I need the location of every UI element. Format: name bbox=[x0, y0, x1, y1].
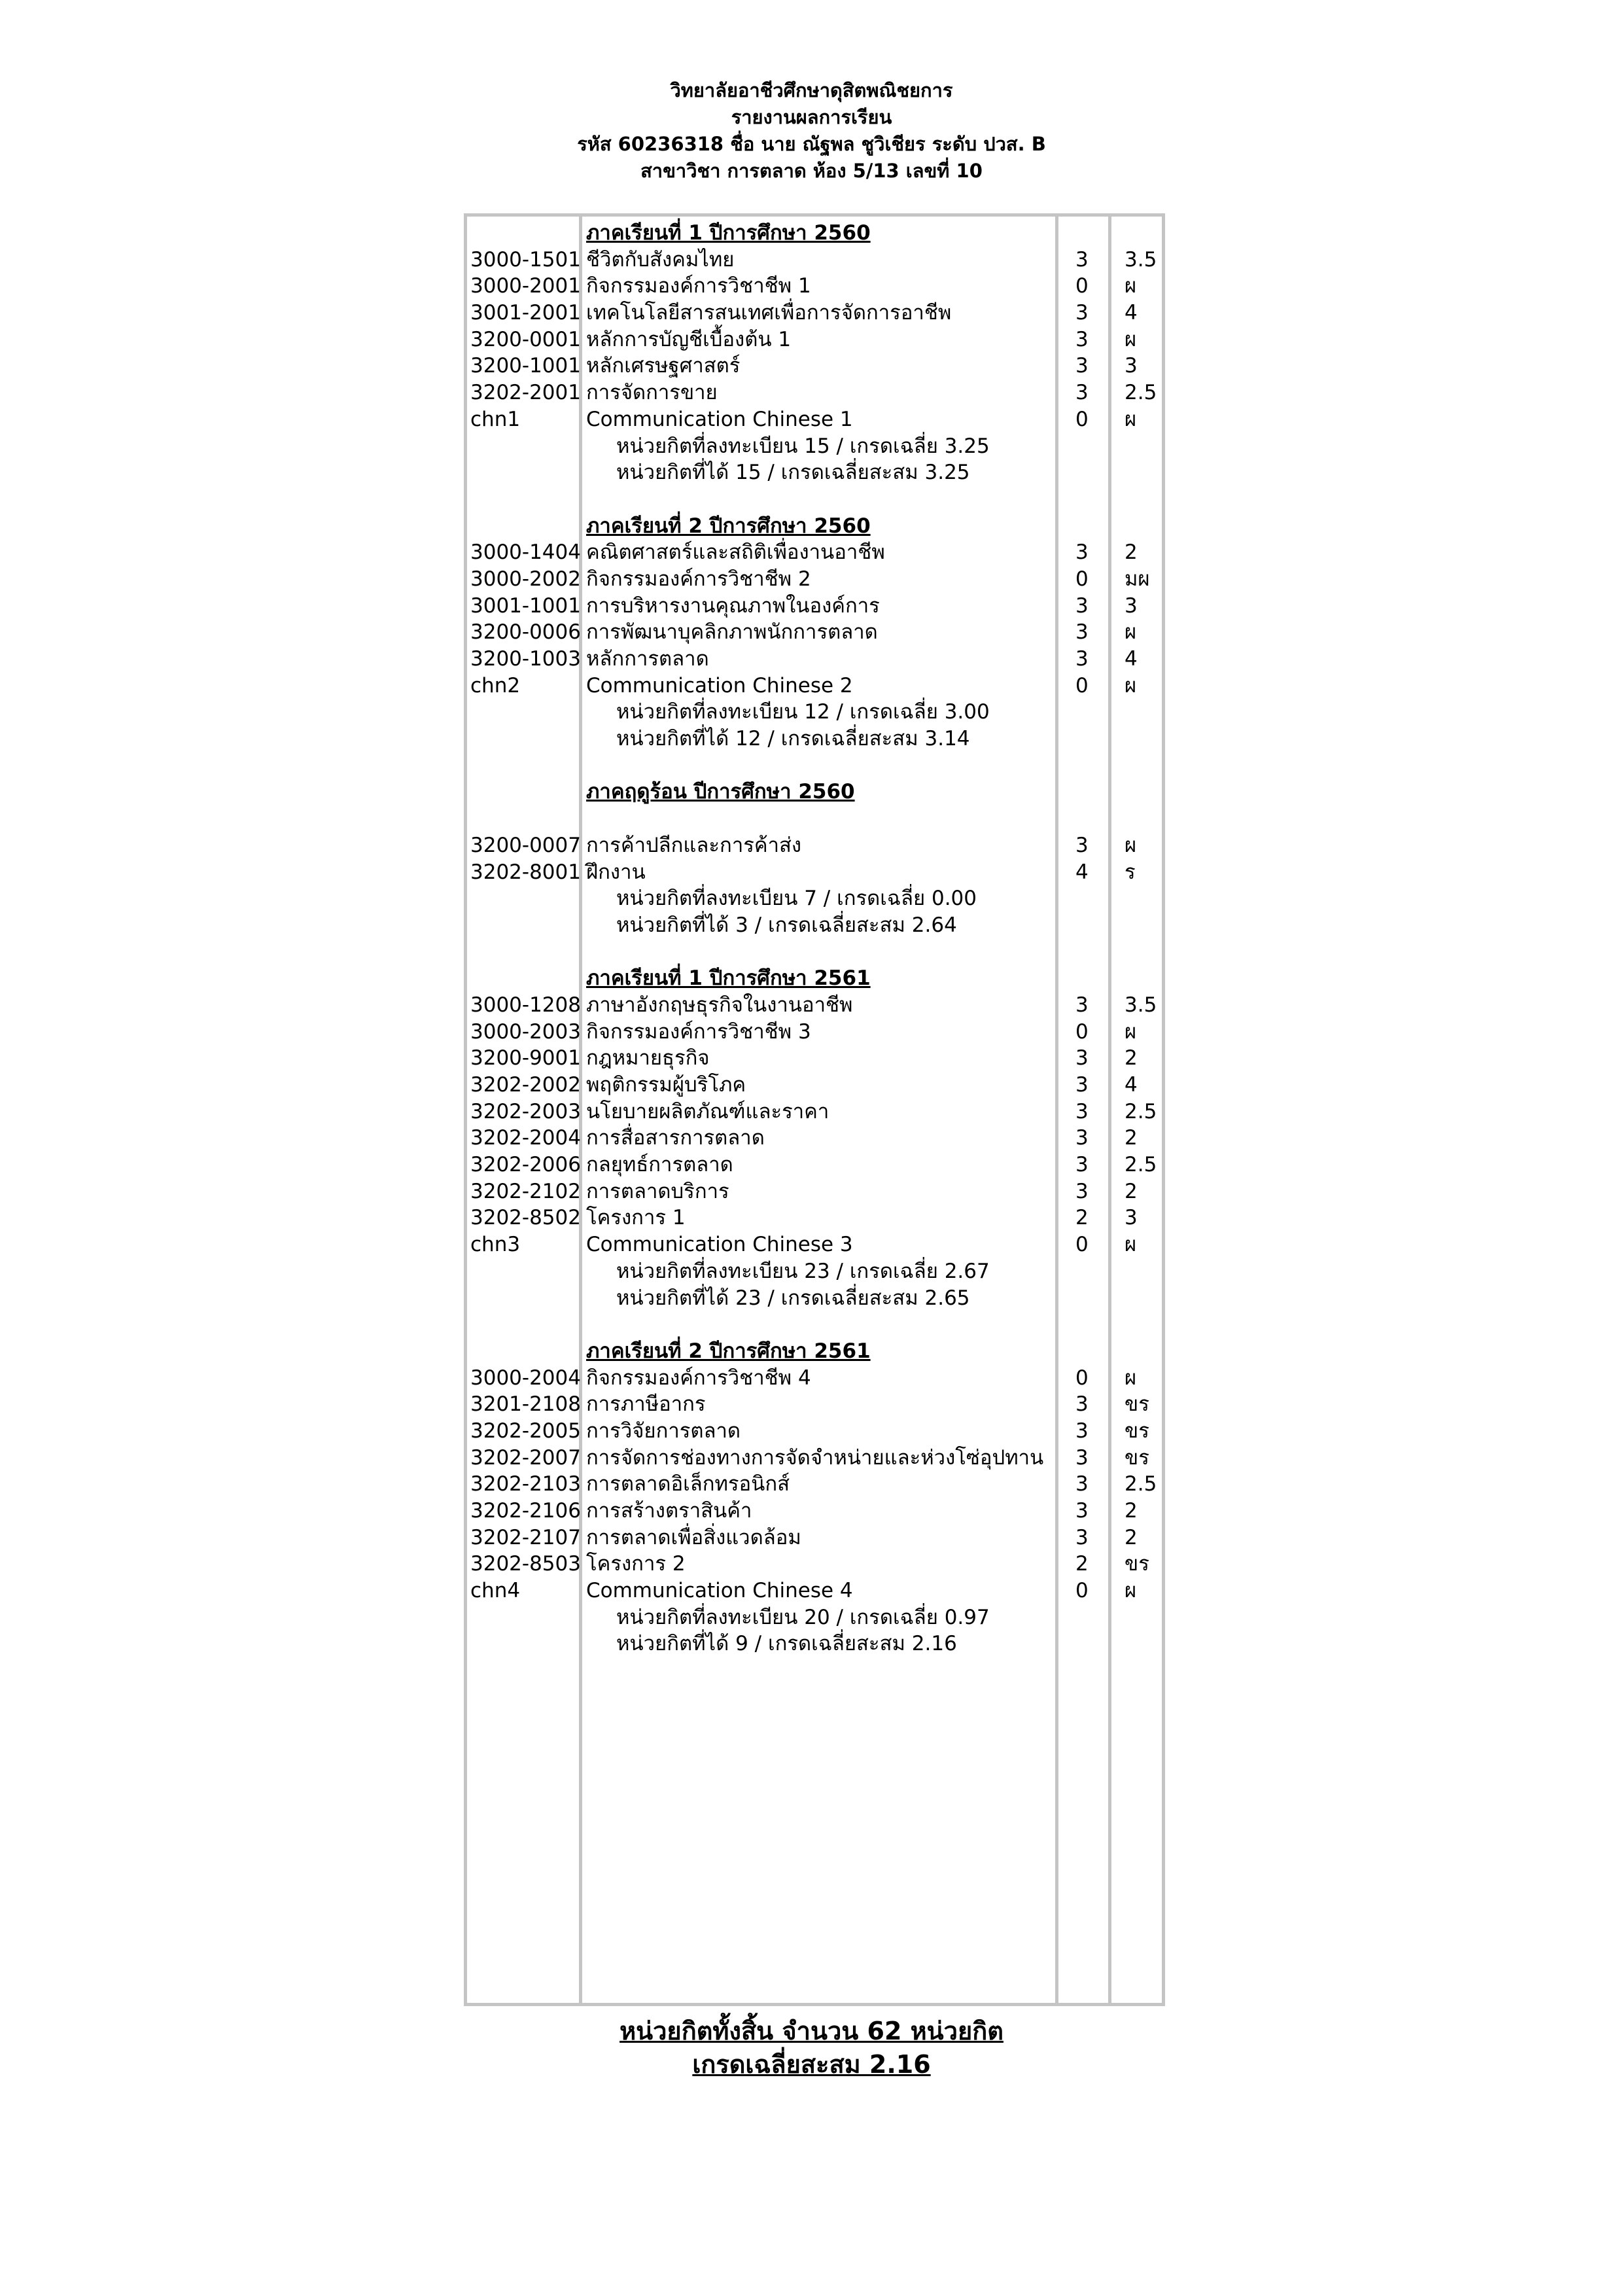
term-title: ภาคเรียนที่ 1 ปีการศึกษา 2561 bbox=[586, 966, 871, 991]
term-summary-row bbox=[464, 1631, 1165, 1657]
course-code: 3201-2108 bbox=[470, 1392, 581, 1417]
course-credit: 3 bbox=[1075, 1525, 1089, 1549]
course-grade: 4 bbox=[1125, 301, 1138, 325]
course-code: 3202-8502 bbox=[470, 1206, 581, 1230]
course-grade: 4 bbox=[1125, 1073, 1138, 1097]
course-row bbox=[464, 1498, 1165, 1525]
course-name: เทคโนโลยีสารสนเทศเพื่อการจัดการอาชีพ bbox=[586, 301, 952, 325]
course-row bbox=[464, 1045, 1165, 1072]
course-name: กิจกรรมองค์การวิชาชีพ 2 bbox=[586, 567, 811, 591]
course-row bbox=[464, 673, 1165, 699]
course-row bbox=[464, 380, 1165, 406]
term-summary-row bbox=[464, 433, 1165, 460]
table-top-border bbox=[464, 213, 1165, 217]
course-credit: 3 bbox=[1075, 1099, 1089, 1123]
course-grade: ผ bbox=[1125, 620, 1137, 645]
course-grade: 2.5 bbox=[1125, 1153, 1157, 1177]
course-grade: ผ bbox=[1125, 327, 1137, 351]
course-credit: 3 bbox=[1075, 1419, 1089, 1443]
registered-credits-summary: หน่วยกิตที่ลงทะเบียน 23 / เกรดเฉลี่ย 2.67 bbox=[616, 1259, 990, 1283]
course-credit: 0 bbox=[1075, 1019, 1089, 1044]
earned-credits-summary: หน่วยกิตที่ได้ 15 / เกรดเฉลี่ยสะสม 3.25 bbox=[616, 461, 970, 485]
course-code: 3001-1001 bbox=[470, 593, 581, 618]
term-summary-row bbox=[464, 726, 1165, 752]
course-code: chn4 bbox=[470, 1579, 521, 1603]
course-code: 3200-0001 bbox=[470, 327, 581, 351]
course-grade: 2 bbox=[1125, 1525, 1138, 1549]
course-grade: ผ bbox=[1125, 673, 1137, 698]
course-code: 3000-2001 bbox=[470, 274, 581, 298]
course-row bbox=[464, 805, 1165, 832]
course-row bbox=[464, 1072, 1165, 1099]
course-code: 3200-0006 bbox=[470, 620, 581, 645]
course-code: chn2 bbox=[470, 673, 521, 698]
course-code: 3202-2007 bbox=[470, 1445, 581, 1470]
course-credit: 3 bbox=[1075, 381, 1089, 405]
course-credit: 0 bbox=[1075, 1579, 1089, 1603]
term-title-row bbox=[464, 1338, 1165, 1365]
course-row bbox=[464, 539, 1165, 566]
term-title: ภาคเรียนที่ 1 ปีการศึกษา 2560 bbox=[586, 221, 871, 245]
term-spacer bbox=[464, 752, 1165, 779]
course-code: 3200-1003 bbox=[470, 647, 581, 671]
report-title: รายงานผลการเรียน bbox=[731, 106, 892, 128]
course-name: กิจกรรมองค์การวิชาชีพ 1 bbox=[586, 274, 811, 298]
course-row bbox=[464, 273, 1165, 300]
course-grade: ร bbox=[1125, 860, 1136, 884]
course-name: คณิตศาสตร์และสถิติเพื่องานอาชีพ bbox=[586, 540, 885, 565]
course-grade: 3.5 bbox=[1125, 993, 1157, 1017]
course-code: 3001-2001 bbox=[470, 301, 581, 325]
course-name: การภาษีอากร bbox=[586, 1392, 706, 1417]
course-name: การจัดการขาย bbox=[586, 381, 718, 405]
course-grade: ผ bbox=[1125, 1233, 1137, 1257]
term-summary-row bbox=[464, 1258, 1165, 1285]
course-grade: ขร bbox=[1125, 1392, 1149, 1417]
course-row bbox=[464, 1445, 1165, 1472]
course-name: การสื่อสารการตลาด bbox=[586, 1126, 765, 1150]
term-title-row bbox=[464, 779, 1165, 805]
course-grade: ผ bbox=[1125, 1579, 1137, 1603]
course-grade: 2 bbox=[1125, 540, 1138, 565]
course-grade: ขร bbox=[1125, 1445, 1149, 1470]
course-code: chn1 bbox=[470, 407, 521, 431]
course-credit: 3 bbox=[1075, 301, 1089, 325]
course-grade: มผ bbox=[1125, 567, 1150, 591]
major-info: สาขาวิชา การตลาด ห้อง 5/13 เลขที่ 10 bbox=[640, 160, 983, 182]
course-name: หลักการตลาด bbox=[586, 647, 709, 671]
course-row bbox=[464, 1525, 1165, 1551]
course-row bbox=[464, 1178, 1165, 1205]
course-credit: 3 bbox=[1075, 1179, 1089, 1203]
table-bottom-border bbox=[464, 2003, 1165, 2006]
course-credit: 0 bbox=[1075, 673, 1089, 698]
earned-credits-summary: หน่วยกิตที่ได้ 23 / เกรดเฉลี่ยสะสม 2.65 bbox=[616, 1286, 970, 1310]
course-row bbox=[464, 593, 1165, 620]
course-name: กิจกรรมองค์การวิชาชีพ 3 bbox=[586, 1019, 811, 1044]
course-credit: 3 bbox=[1075, 647, 1089, 671]
course-row bbox=[464, 1205, 1165, 1231]
course-credit: 2 bbox=[1075, 1206, 1089, 1230]
registered-credits-summary: หน่วยกิตที่ลงทะเบียน 7 / เกรดเฉลี่ย 0.00 bbox=[616, 887, 977, 911]
course-code: 3202-2004 bbox=[470, 1126, 581, 1150]
course-row bbox=[464, 646, 1165, 673]
course-grade: ขร bbox=[1125, 1552, 1149, 1576]
course-name: การตลาดบริการ bbox=[586, 1179, 729, 1203]
course-code: 3202-8001 bbox=[470, 860, 581, 884]
course-credit: 3 bbox=[1075, 354, 1089, 378]
course-name: กลยุทธ์การตลาด bbox=[586, 1153, 733, 1177]
course-name: การพัฒนาบุคลิกภาพนักการตลาด bbox=[586, 620, 878, 645]
term-summary-row bbox=[464, 1285, 1165, 1312]
course-code: 3000-2003 bbox=[470, 1019, 581, 1044]
course-row bbox=[464, 1578, 1165, 1604]
course-name: โครงการ 2 bbox=[586, 1552, 686, 1576]
term-title-row bbox=[464, 513, 1165, 540]
course-row bbox=[464, 1125, 1165, 1152]
term-spacer bbox=[464, 1311, 1165, 1338]
course-credit: 3 bbox=[1075, 593, 1089, 618]
course-code: 3202-2103 bbox=[470, 1472, 581, 1496]
course-credit: 3 bbox=[1075, 1153, 1089, 1177]
term-spacer bbox=[464, 939, 1165, 966]
course-name: การตลาดเพื่อสิ่งแวดล้อม bbox=[586, 1525, 801, 1549]
course-name: Communication Chinese 1 bbox=[586, 407, 853, 431]
registered-credits-summary: หน่วยกิตที่ลงทะเบียน 12 / เกรดเฉลี่ย 3.00 bbox=[616, 700, 990, 724]
course-name: ฝึกงาน bbox=[586, 860, 646, 884]
course-credit: 3 bbox=[1075, 1073, 1089, 1097]
grades-rows bbox=[464, 220, 1165, 1657]
registered-credits-summary: หน่วยกิตที่ลงทะเบียน 15 / เกรดเฉลี่ย 3.25 bbox=[616, 434, 990, 458]
course-credit: 3 bbox=[1075, 1445, 1089, 1470]
course-name: ชีวิตกับสังคมไทย bbox=[586, 247, 735, 272]
course-code: 3202-2001 bbox=[470, 381, 581, 405]
total-credits: หน่วยกิตทั้งสิ้น จำนวน 62 หน่วยกิต bbox=[620, 2017, 1003, 2045]
course-grade: 2 bbox=[1125, 1126, 1138, 1150]
transcript-footer bbox=[0, 2015, 1623, 2081]
course-grade: ขร bbox=[1125, 1419, 1149, 1443]
course-name: Communication Chinese 3 bbox=[586, 1233, 853, 1257]
course-name: กฎหมายธุรกิจ bbox=[586, 1046, 710, 1070]
grades-table bbox=[464, 213, 1165, 2006]
course-row bbox=[464, 247, 1165, 274]
course-grade: 3 bbox=[1125, 593, 1138, 618]
course-code: 3202-2003 bbox=[470, 1099, 581, 1123]
term-summary-row bbox=[464, 699, 1165, 726]
course-grade: 3.5 bbox=[1125, 247, 1157, 272]
course-grade: 4 bbox=[1125, 647, 1138, 671]
earned-credits-summary: หน่วยกิตที่ได้ 3 / เกรดเฉลี่ยสะสม 2.64 bbox=[616, 913, 957, 937]
course-code: 3000-2004 bbox=[470, 1366, 581, 1390]
course-code: 3200-1001 bbox=[470, 354, 581, 378]
course-row bbox=[464, 1551, 1165, 1578]
course-row bbox=[464, 1418, 1165, 1445]
course-grade: 2.5 bbox=[1125, 1472, 1157, 1496]
course-grade: 3 bbox=[1125, 354, 1138, 378]
course-row bbox=[464, 1152, 1165, 1178]
course-grade: 2.5 bbox=[1125, 1099, 1157, 1123]
course-code: 3202-2005 bbox=[470, 1419, 581, 1443]
course-name: พฤติกรรมผู้บริโภค bbox=[586, 1073, 746, 1097]
course-grade: ผ bbox=[1125, 1019, 1137, 1044]
course-code: 3202-2006 bbox=[470, 1153, 581, 1177]
course-grade: ผ bbox=[1125, 407, 1137, 431]
course-credit: 3 bbox=[1075, 620, 1089, 645]
course-credit: 3 bbox=[1075, 247, 1089, 272]
earned-credits-summary: หน่วยกิตที่ได้ 9 / เกรดเฉลี่ยสะสม 2.16 bbox=[616, 1632, 957, 1656]
course-code: 3000-1404 bbox=[470, 540, 581, 565]
course-grade: 2.5 bbox=[1125, 381, 1157, 405]
course-row bbox=[464, 1471, 1165, 1498]
course-row bbox=[464, 619, 1165, 646]
course-grade: 2 bbox=[1125, 1179, 1138, 1203]
course-row bbox=[464, 1099, 1165, 1125]
term-summary-row bbox=[464, 459, 1165, 486]
course-name: หลักเศรษฐศาสตร์ bbox=[586, 354, 741, 378]
course-name: การบริหารงานคุณภาพในองค์การ bbox=[586, 593, 880, 618]
course-credit: 0 bbox=[1075, 274, 1089, 298]
course-credit: 3 bbox=[1075, 540, 1089, 565]
term-title: ภาคเรียนที่ 2 ปีการศึกษา 2561 bbox=[586, 1339, 871, 1363]
course-credit: 3 bbox=[1075, 993, 1089, 1017]
course-grade: 3 bbox=[1125, 1206, 1138, 1230]
course-name: กิจกรรมองค์การวิชาชีพ 4 bbox=[586, 1366, 811, 1390]
course-name: หลักการบัญชีเบื้องต้น 1 bbox=[586, 327, 792, 351]
course-row bbox=[464, 566, 1165, 593]
course-name: การตลาดอิเล็กทรอนิกส์ bbox=[586, 1472, 790, 1496]
course-credit: 3 bbox=[1075, 1392, 1089, 1417]
course-code: 3000-1208 bbox=[470, 993, 581, 1017]
term-title-row bbox=[464, 220, 1165, 247]
term-spacer bbox=[464, 486, 1165, 513]
term-summary-row bbox=[464, 912, 1165, 939]
course-row bbox=[464, 992, 1165, 1019]
course-credit: 0 bbox=[1075, 1233, 1089, 1257]
term-summary-row bbox=[464, 885, 1165, 912]
course-code: 3202-2107 bbox=[470, 1525, 581, 1549]
registered-credits-summary: หน่วยกิตที่ลงทะเบียน 20 / เกรดเฉลี่ย 0.97 bbox=[616, 1605, 990, 1629]
course-row bbox=[464, 300, 1165, 327]
course-name: การค้าปลีกและการค้าส่ง bbox=[586, 833, 802, 857]
course-name: Communication Chinese 2 bbox=[586, 673, 853, 698]
course-row bbox=[464, 327, 1165, 353]
course-credit: 0 bbox=[1075, 1366, 1089, 1390]
course-name: โครงการ 1 bbox=[586, 1206, 686, 1230]
course-credit: 0 bbox=[1075, 407, 1089, 431]
course-code: 3202-2002 bbox=[470, 1073, 581, 1097]
course-grade: ผ bbox=[1125, 274, 1137, 298]
course-row bbox=[464, 1019, 1165, 1046]
course-row bbox=[464, 406, 1165, 433]
course-code: 3000-1501 bbox=[470, 247, 581, 272]
course-name: นโยบายผลิตภัณฑ์และราคา bbox=[586, 1099, 829, 1123]
course-credit: 4 bbox=[1075, 860, 1089, 884]
course-row bbox=[464, 353, 1165, 380]
course-code: 3202-8503 bbox=[470, 1552, 581, 1576]
course-code: 3200-0007 bbox=[470, 833, 581, 857]
course-row bbox=[464, 1231, 1165, 1258]
course-name: การจัดการช่องทางการจัดจำหน่ายและห่วงโซ่อุปทาน bbox=[586, 1445, 1044, 1470]
course-credit: 3 bbox=[1075, 1046, 1089, 1070]
course-grade: 2 bbox=[1125, 1499, 1138, 1523]
course-row bbox=[464, 1391, 1165, 1418]
course-code: 3000-2002 bbox=[470, 567, 581, 591]
course-name: การสร้างตราสินค้า bbox=[586, 1499, 752, 1523]
course-row bbox=[464, 1365, 1165, 1392]
course-credit: 3 bbox=[1075, 1499, 1089, 1523]
course-row bbox=[464, 832, 1165, 859]
course-grade: 2 bbox=[1125, 1046, 1138, 1070]
term-title: ภาคฤดูร้อน ปีการศึกษา 2560 bbox=[586, 780, 855, 804]
student-info: รหัส 60236318 ชื่อ นาย ณัฐพล ชูวิเชียร ระดับ ปวส. B bbox=[577, 133, 1046, 155]
cumulative-gpa: เกรดเฉลี่ยสะสม 2.16 bbox=[692, 2050, 931, 2079]
course-code: 3202-2106 bbox=[470, 1499, 581, 1523]
transcript-header bbox=[0, 77, 1623, 185]
term-summary-row bbox=[464, 1604, 1165, 1631]
course-name: การวิจัยการตลาด bbox=[586, 1419, 741, 1443]
college-name: วิทยาลัยอาชีวศึกษาดุสิตพณิชยการ bbox=[670, 79, 953, 101]
term-title-row bbox=[464, 965, 1165, 992]
course-credit: 2 bbox=[1075, 1552, 1089, 1576]
course-name: ภาษาอังกฤษธุรกิจในงานอาชีพ bbox=[586, 993, 853, 1017]
course-grade: ผ bbox=[1125, 1366, 1137, 1390]
course-credit: 0 bbox=[1075, 567, 1089, 591]
course-code: chn3 bbox=[470, 1233, 521, 1257]
course-grade: ผ bbox=[1125, 833, 1137, 857]
course-credit: 3 bbox=[1075, 833, 1089, 857]
course-credit: 3 bbox=[1075, 1126, 1089, 1150]
course-row bbox=[464, 859, 1165, 886]
course-credit: 3 bbox=[1075, 327, 1089, 351]
course-code: 3202-2102 bbox=[470, 1179, 581, 1203]
course-name: Communication Chinese 4 bbox=[586, 1579, 853, 1603]
course-code: 3200-9001 bbox=[470, 1046, 581, 1070]
course-credit: 3 bbox=[1075, 1472, 1089, 1496]
earned-credits-summary: หน่วยกิตที่ได้ 12 / เกรดเฉลี่ยสะสม 3.14 bbox=[616, 727, 970, 751]
term-title: ภาคเรียนที่ 2 ปีการศึกษา 2560 bbox=[586, 514, 871, 538]
